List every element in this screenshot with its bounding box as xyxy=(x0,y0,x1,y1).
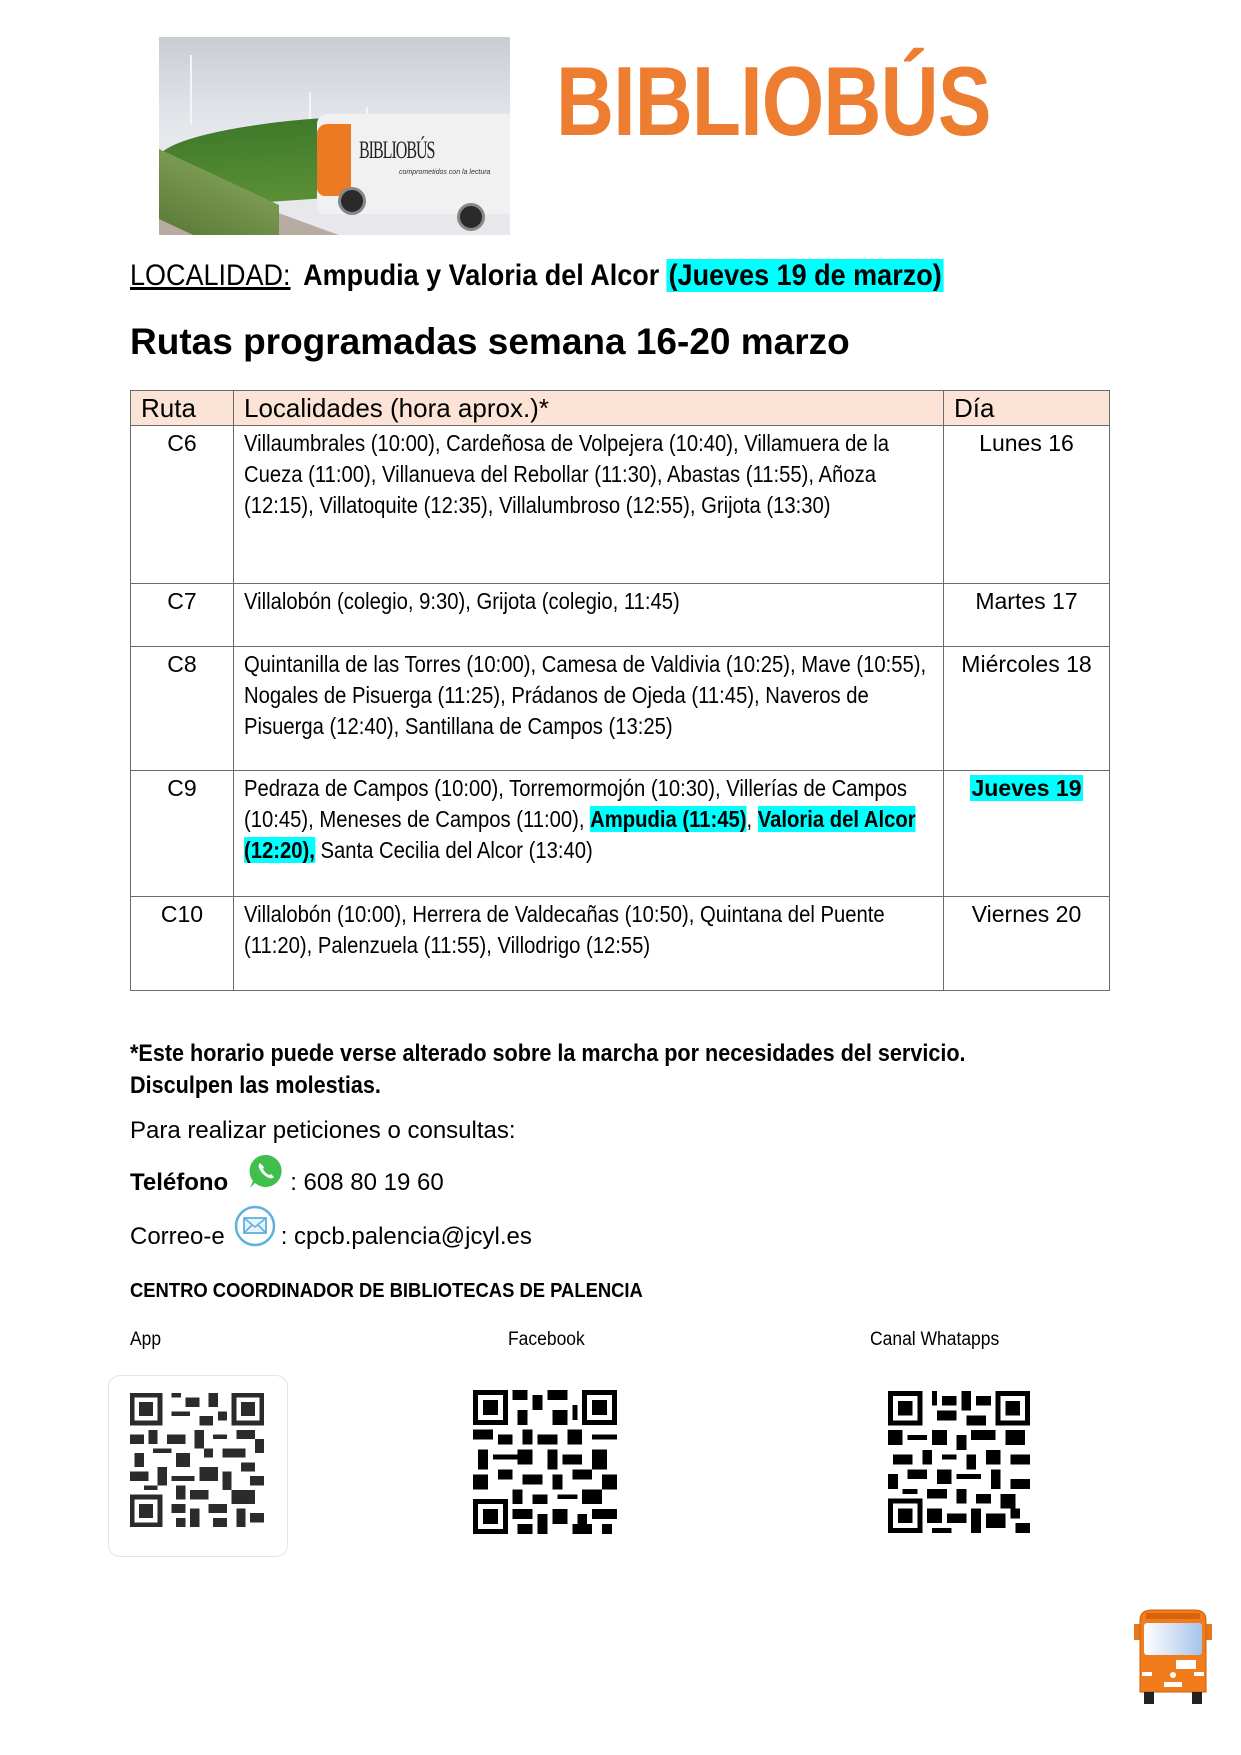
whatsapp-icon xyxy=(246,1152,286,1192)
localidad-date: (Jueves 19 de marzo) xyxy=(668,259,942,292)
route-day: Martes 17 xyxy=(944,584,1110,647)
phone-label: Teléfono xyxy=(130,1169,229,1196)
email-line xyxy=(130,1222,532,1252)
wheel-icon xyxy=(338,187,366,215)
route-day xyxy=(944,771,1110,897)
route-day: Miércoles 18 xyxy=(944,647,1110,771)
notice-line-1: *Este horario puede verse alterado sobre la marcha por necesidades del servicio. xyxy=(130,1040,966,1067)
table-row xyxy=(131,647,1110,771)
route-localidades: Pedraza de Campos (10:00), Torremormojón (10:30), Villerías de Campos (10:45), Meneses de Campos (11:00), Ampudia (11:45), Valoria del Alcor (12:20), Santa Cecilia del Alcor (13:40) xyxy=(234,771,944,897)
column-header-localidades: Localidades (hora aprox.)* xyxy=(234,391,944,426)
highlight-valoria: Valoria del Alcor (12:20), xyxy=(244,806,916,863)
qr-label-facebook: Facebook xyxy=(508,1329,585,1350)
qr-label-whatsapp: Canal Whatapps xyxy=(870,1329,1000,1350)
phone-line xyxy=(130,1168,444,1198)
bus-label: BIBLIOBÚS xyxy=(359,137,435,165)
table-row xyxy=(131,897,1110,991)
wind-turbine-icon xyxy=(190,55,192,125)
qr-code-facebook[interactable] xyxy=(473,1390,617,1534)
route-code: C7 xyxy=(131,584,234,647)
organization-name: CENTRO COORDINADOR DE BIBLIOTECAS DE PALENCIA xyxy=(130,1280,643,1302)
route-code: C6 xyxy=(131,426,234,584)
qr-label-app: App xyxy=(130,1329,162,1350)
column-header-ruta: Ruta xyxy=(131,391,234,426)
section-heading: Rutas programadas semana 16-20 marzo xyxy=(130,321,850,362)
bibliobus-photo xyxy=(159,37,510,235)
route-day: Viernes 20 xyxy=(944,897,1110,991)
table-row xyxy=(131,426,1110,584)
localidad-line xyxy=(130,256,944,296)
route-day: Lunes 16 xyxy=(944,426,1110,584)
column-header-dia: Día xyxy=(944,391,1110,426)
table-row xyxy=(131,584,1110,647)
route-localidades: Villalobón (10:00), Herrera de Valdecañas (10:50), Quintana del Puente (11:20), Palenzuela (11:55), Villodrigo (12:55) xyxy=(234,897,944,991)
route-localidades: Quintanilla de las Torres (10:00), Camesa de Valdivia (10:25), Mave (10:55), Nogales de Pisuerga (11:25), Prádanos de Ojeda (11:45), Naveros de Pisuerga (12:40), Santillana de Campos (13:25) xyxy=(234,647,944,771)
contact-intro: Para realizar peticiones o consultas: xyxy=(130,1117,516,1144)
localidad-label: LOCALIDAD: xyxy=(130,259,291,292)
qr-code-whatsapp-channel[interactable] xyxy=(888,1391,1030,1533)
schedule-notice xyxy=(130,1038,1130,1102)
highlight-day: Jueves 19 xyxy=(971,775,1082,801)
qr-code-app[interactable] xyxy=(130,1392,264,1528)
localidad-place: Ampudia y Valoria del Alcor xyxy=(303,259,660,292)
table-header-row xyxy=(131,391,1110,426)
email-address[interactable]: : cpcb.palencia@jcyl.es xyxy=(280,1223,532,1250)
highlight-ampudia: Ampudia (11:45) xyxy=(590,806,747,832)
route-localidades: Villaumbrales (10:00), Cardeñosa de Volpejera (10:40), Villamuera de la Cueza (11:00), Villanueva del Rebollar (11:30), Abastas (11:55), Añoza (12:15), Villatoquite (12:35), Villalumbroso (12:55), Grijota (13:30) xyxy=(234,426,944,584)
page-title: BIBLIOBÚS xyxy=(556,46,991,156)
route-localidades: Villalobón (colegio, 9:30), Grijota (colegio, 11:45) xyxy=(234,584,944,647)
route-code: C9 xyxy=(131,771,234,897)
table-row-highlighted xyxy=(131,771,1110,897)
routes-table xyxy=(130,390,1110,991)
bus-tagline: comprometidos con la lectura xyxy=(399,169,491,176)
route-code: C10 xyxy=(131,897,234,991)
notice-line-2: Disculpen las molestias. xyxy=(130,1072,381,1099)
route-code: C8 xyxy=(131,647,234,771)
phone-number[interactable]: : 608 80 19 60 xyxy=(290,1169,444,1196)
wheel-icon xyxy=(457,203,485,231)
orange-bus-icon xyxy=(1128,1600,1218,1710)
envelope-icon xyxy=(233,1204,277,1248)
email-label: Correo-e xyxy=(130,1223,225,1250)
bus-front xyxy=(317,124,351,196)
